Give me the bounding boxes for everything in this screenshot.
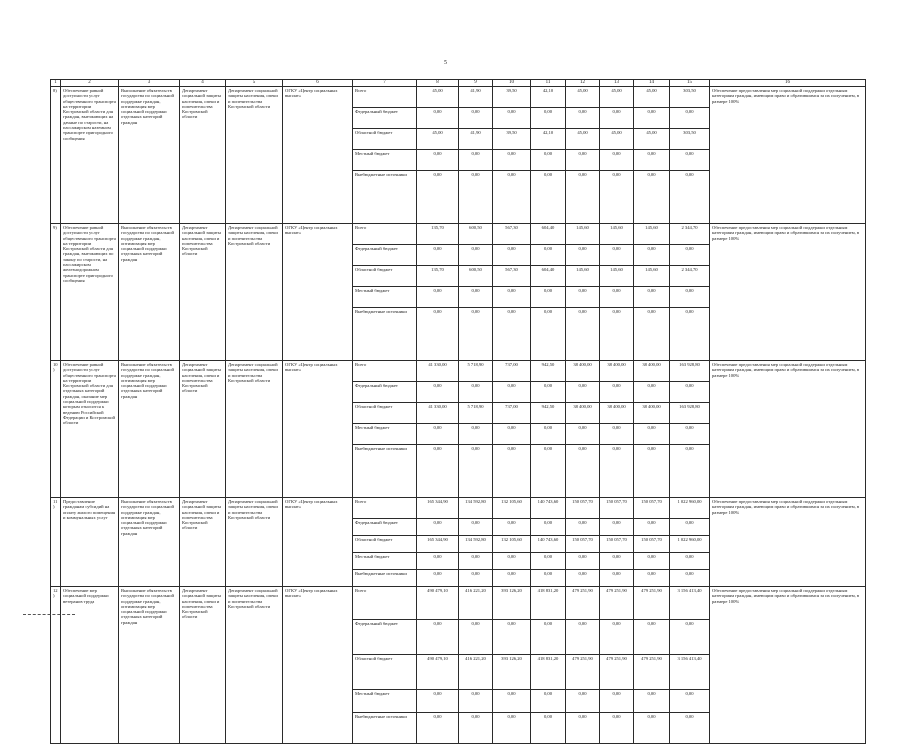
amount-cell: 0,00 xyxy=(531,424,566,445)
amount-cell: 38 400,00 xyxy=(600,403,634,424)
amount-cell: 38 400,00 xyxy=(600,361,634,382)
amount-cell: 0,00 xyxy=(566,445,600,498)
amount-cell: 0,00 xyxy=(634,245,670,266)
amount-cell: 479 251,90 xyxy=(566,587,600,620)
amount-cell: 737,00 xyxy=(493,361,531,382)
amount-cell: 0,00 xyxy=(417,287,459,308)
funding-source-cell: Областной бюджет xyxy=(353,655,417,690)
amount-cell: 479 251,90 xyxy=(566,655,600,690)
amount-cell: 0,00 xyxy=(459,424,493,445)
amount-cell: 0,00 xyxy=(459,108,493,129)
funding-source-cell: Внебюджетные источники xyxy=(353,308,417,361)
amount-cell: 0,00 xyxy=(670,713,710,744)
amount-cell: 0,00 xyxy=(531,245,566,266)
amount-cell: 42,10 xyxy=(531,87,566,108)
amount-cell: 0,00 xyxy=(600,382,634,403)
amount-cell: 45,00 xyxy=(566,87,600,108)
amount-cell: 0,00 xyxy=(566,620,600,655)
amount-cell: 150 057,70 xyxy=(566,498,600,519)
amount-cell: 140 743,60 xyxy=(531,536,566,553)
column-number-cell: 10 xyxy=(493,80,531,87)
table-row xyxy=(51,224,866,245)
amount-cell: 134 592,80 xyxy=(459,536,493,553)
amount-cell: 0,00 xyxy=(566,287,600,308)
table-row xyxy=(51,361,866,382)
amount-cell: 0,00 xyxy=(670,690,710,713)
amount-cell: 0,00 xyxy=(670,382,710,403)
amount-cell: 0,00 xyxy=(634,308,670,361)
funding-source-cell: Внебюджетные источники xyxy=(353,570,417,587)
column-number-cell: 11 xyxy=(531,80,566,87)
amount-cell: 0,00 xyxy=(600,424,634,445)
amount-cell: 0,00 xyxy=(566,382,600,403)
responsible-executor-cell: Департамент социальной защиты населения, опеки и попечительства Костромской области xyxy=(180,87,226,224)
amount-cell: 0,00 xyxy=(670,553,710,570)
amount-cell: 0,00 xyxy=(600,445,634,498)
expected-result-cell: Обеспечение предоставления мер социальной поддержки отдельным категориям граждан, имеющим право и обратившимся за их получением, в размере 100% xyxy=(710,224,866,361)
amount-cell: 0,00 xyxy=(459,690,493,713)
amount-cell: 490 479,10 xyxy=(417,587,459,620)
funding-source-cell: Всего xyxy=(353,587,417,620)
amount-cell: 604,40 xyxy=(531,266,566,287)
amount-cell: 393 126,20 xyxy=(493,587,531,620)
amount-cell: 145,60 xyxy=(566,224,600,245)
measure-name-cell: Обеспечение равной доступности услуг общественного транспорта на территории Костромской области для граждан, выезжающих на дачные по старости, на пассажирском наземном транспорте пригородного сообщения xyxy=(61,87,119,224)
column-number-cell: 13 xyxy=(600,80,634,87)
funding-source-cell: Внебюджетные источники xyxy=(353,171,417,224)
column-number-cell: 7 xyxy=(353,80,417,87)
column-number-cell: 5 xyxy=(226,80,283,87)
column-number-cell: 6 xyxy=(283,80,353,87)
amount-cell: 0,00 xyxy=(459,171,493,224)
amount-cell: 0,00 xyxy=(493,150,531,171)
amount-cell: 145,60 xyxy=(634,266,670,287)
amount-cell: 132 105,60 xyxy=(493,498,531,519)
amount-cell: 0,00 xyxy=(531,108,566,129)
amount-cell: 600,50 xyxy=(459,224,493,245)
amount-cell: 604,40 xyxy=(531,224,566,245)
amount-cell: 0,00 xyxy=(600,150,634,171)
table-row xyxy=(51,498,866,519)
amount-cell: 38 400,00 xyxy=(566,361,600,382)
amount-cell: 0,00 xyxy=(531,570,566,587)
amount-cell: 0,00 xyxy=(566,690,600,713)
amount-cell: 0,00 xyxy=(600,553,634,570)
co-executor-cell: Департамент социальной защиты населения, опеки и попечительства Костромской области xyxy=(226,361,283,498)
amount-cell: 737,00 xyxy=(493,403,531,424)
amount-cell: 150 057,70 xyxy=(634,536,670,553)
expected-result-cell: Обеспечение предоставления мер социальной поддержки отдельным категориям граждан, имеющим право и обратившимся за их получением, в размере 100% xyxy=(710,361,866,498)
amount-cell: 0,00 xyxy=(459,245,493,266)
co-executor-cell: Департамент социальной защиты населения, опеки и попечительства Костромской области xyxy=(226,87,283,224)
agency-cell: ОГКУ «Центр социальных выплат» xyxy=(283,498,353,587)
amount-cell: 0,00 xyxy=(493,424,531,445)
amount-cell: 0,00 xyxy=(634,713,670,744)
amount-cell: 0,00 xyxy=(459,570,493,587)
agency-cell: ОГКУ «Центр социальных выплат» xyxy=(283,87,353,224)
amount-cell: 0,00 xyxy=(417,570,459,587)
responsible-executor-cell: Департамент социальной защиты населения, опеки и попечительства Костромской области xyxy=(180,587,226,744)
amount-cell: 479 251,90 xyxy=(600,655,634,690)
column-number-cell: 16 xyxy=(710,80,866,87)
co-executor-cell: Департамент социальной защиты населения, опеки и попечительства Костромской области xyxy=(226,224,283,361)
amount-cell: 145,60 xyxy=(600,224,634,245)
funding-source-cell: Областной бюджет xyxy=(353,266,417,287)
amount-cell: 45,00 xyxy=(634,87,670,108)
amount-cell: 0,00 xyxy=(670,108,710,129)
column-number-cell: 14 xyxy=(634,80,670,87)
amount-cell: 0,00 xyxy=(459,553,493,570)
amount-cell: 0,00 xyxy=(531,171,566,224)
row-number-cell: 9) xyxy=(51,224,61,361)
amount-cell: 0,00 xyxy=(493,245,531,266)
amount-cell: 0,00 xyxy=(600,690,634,713)
amount-cell: 3 156 413,40 xyxy=(670,655,710,690)
row-number-cell: 11) xyxy=(51,498,61,587)
obligation-cell: Выполнение обязательств государства по социальной поддержке граждан, оптимизация мер социальной поддержки отдельных категорий граждан xyxy=(119,498,180,587)
amount-cell: 0,00 xyxy=(600,287,634,308)
funding-source-cell: Областной бюджет xyxy=(353,403,417,424)
amount-cell: 600,50 xyxy=(459,266,493,287)
amount-cell: 165 344,90 xyxy=(417,536,459,553)
amount-cell: 0,00 xyxy=(417,445,459,498)
amount-cell: 135,70 xyxy=(417,224,459,245)
amount-cell: 416 221,20 xyxy=(459,587,493,620)
amount-cell: 0,00 xyxy=(600,570,634,587)
responsible-executor-cell: Департамент социальной защиты населения, опеки и попечительства Костромской области xyxy=(180,224,226,361)
funding-source-cell: Местный бюджет xyxy=(353,287,417,308)
amount-cell: 150 057,70 xyxy=(600,498,634,519)
amount-cell: 0,00 xyxy=(600,620,634,655)
amount-cell: 0,00 xyxy=(634,570,670,587)
column-number-cell: 2 xyxy=(61,80,119,87)
expected-result-cell: Обеспечение предоставления мер социальной поддержки отдельным категориям граждан, имеющим право и обратившимся за их получением, в размере 100% xyxy=(710,587,866,744)
row-number-cell: 10) xyxy=(51,361,61,498)
amount-cell: 0,00 xyxy=(493,690,531,713)
amount-cell: 479 251,90 xyxy=(600,587,634,620)
amount-cell: 39,50 xyxy=(493,129,531,150)
amount-cell: 150 057,70 xyxy=(634,498,670,519)
agency-cell: ОГКУ «Центр социальных выплат» xyxy=(283,224,353,361)
funding-source-cell: Федеральный бюджет xyxy=(353,245,417,266)
amount-cell: 0,00 xyxy=(417,424,459,445)
amount-cell: 0,00 xyxy=(531,287,566,308)
funding-source-cell: Внебюджетные источники xyxy=(353,713,417,744)
column-number-cell: 1 xyxy=(51,80,61,87)
amount-cell: 0,00 xyxy=(531,445,566,498)
amount-cell: 150 057,70 xyxy=(600,536,634,553)
amount-cell: 0,00 xyxy=(417,690,459,713)
amount-cell: 0,00 xyxy=(531,382,566,403)
amount-cell: 0,00 xyxy=(670,445,710,498)
amount-cell: 140 743,60 xyxy=(531,498,566,519)
amount-cell: 0,00 xyxy=(566,308,600,361)
amount-cell: 942,50 xyxy=(531,361,566,382)
funding-source-cell: Всего xyxy=(353,361,417,382)
amount-cell: 5 718,90 xyxy=(459,403,493,424)
amount-cell: 0,00 xyxy=(566,553,600,570)
amount-cell: 0,00 xyxy=(417,382,459,403)
agency-cell: ОГКУ «Центр социальных выплат» xyxy=(283,361,353,498)
amount-cell: 0,00 xyxy=(417,171,459,224)
amount-cell: 0,00 xyxy=(493,713,531,744)
obligation-cell: Выполнение обязательств государства по социальной поддержке граждан, оптимизация мер социальной поддержки отдельных категорий граждан xyxy=(119,587,180,744)
amount-cell: 41,90 xyxy=(459,129,493,150)
amount-cell: 0,00 xyxy=(634,287,670,308)
amount-cell: 0,00 xyxy=(600,245,634,266)
amount-cell: 38 400,00 xyxy=(634,403,670,424)
responsible-executor-cell: Департамент социальной защиты населения, опеки и попечительства Костромской области xyxy=(180,361,226,498)
amount-cell: 393 126,20 xyxy=(493,655,531,690)
obligation-cell: Выполнение обязательств государства по социальной поддержке граждан, оптимизация мер социальной поддержки отдельных категорий граждан xyxy=(119,361,180,498)
amount-cell: 0,00 xyxy=(566,424,600,445)
amount-cell: 0,00 xyxy=(634,620,670,655)
amount-cell: 38 400,00 xyxy=(566,403,600,424)
amount-cell: 0,00 xyxy=(493,287,531,308)
amount-cell: 2 344,70 xyxy=(670,224,710,245)
amount-cell: 0,00 xyxy=(531,713,566,744)
amount-cell: 41,90 xyxy=(459,87,493,108)
amount-cell: 0,00 xyxy=(459,150,493,171)
amount-cell: 0,00 xyxy=(634,150,670,171)
amount-cell: 479 251,90 xyxy=(634,655,670,690)
funding-source-cell: Областной бюджет xyxy=(353,536,417,553)
amount-cell: 0,00 xyxy=(670,570,710,587)
amount-cell: 0,00 xyxy=(459,620,493,655)
amount-cell: 416 221,20 xyxy=(459,655,493,690)
column-number-cell: 4 xyxy=(180,80,226,87)
amount-cell: 0,00 xyxy=(634,424,670,445)
amount-cell: 145,60 xyxy=(634,224,670,245)
amount-cell: 3 156 413,40 xyxy=(670,587,710,620)
amount-cell: 0,00 xyxy=(459,445,493,498)
amount-cell: 145,60 xyxy=(566,266,600,287)
amount-cell: 0,00 xyxy=(417,308,459,361)
amount-cell: 0,00 xyxy=(566,108,600,129)
funding-source-cell: Федеральный бюджет xyxy=(353,108,417,129)
funding-source-cell: Внебюджетные источники xyxy=(353,445,417,498)
amount-cell: 0,00 xyxy=(634,445,670,498)
amount-cell: 0,00 xyxy=(531,519,566,536)
amount-cell: 0,00 xyxy=(670,287,710,308)
amount-cell: 0,00 xyxy=(459,519,493,536)
amount-cell: 5 718,90 xyxy=(459,361,493,382)
row-number-cell: 12) xyxy=(51,587,61,744)
amount-cell: 0,00 xyxy=(531,553,566,570)
amount-cell: 0,00 xyxy=(459,287,493,308)
amount-cell: 0,00 xyxy=(634,690,670,713)
measure-name-cell: Обеспечение равной доступности услуг общественного транспорта на территории Костромской области для отдельных категорий граждан, оказание мер социальной поддержки которым относится к ведению Российской Федерации и Костромской области xyxy=(61,361,119,498)
amount-cell: 38 400,00 xyxy=(634,361,670,382)
amount-cell: 165 344,90 xyxy=(417,498,459,519)
amount-cell: 303,50 xyxy=(670,87,710,108)
obligation-cell: Выполнение обязательств государства по социальной поддержке граждан, оптимизация мер социальной поддержки отдельных категорий граждан xyxy=(119,224,180,361)
amount-cell: 135,70 xyxy=(417,266,459,287)
measure-name-cell: Предоставление гражданам субсидий на оплату жилого помещения и коммунальных услуг xyxy=(61,498,119,587)
amount-cell: 0,00 xyxy=(493,445,531,498)
amount-cell: 0,00 xyxy=(493,108,531,129)
amount-cell: 0,00 xyxy=(670,245,710,266)
amount-cell: 134 592,80 xyxy=(459,498,493,519)
amount-cell: 45,00 xyxy=(634,129,670,150)
amount-cell: 0,00 xyxy=(493,171,531,224)
page-number: 5 xyxy=(444,60,447,66)
amount-cell: 0,00 xyxy=(566,150,600,171)
amount-cell: 0,00 xyxy=(493,553,531,570)
column-number-row xyxy=(51,80,866,87)
amount-cell: 0,00 xyxy=(600,308,634,361)
amount-cell: 0,00 xyxy=(600,713,634,744)
amount-cell: 942,50 xyxy=(531,403,566,424)
amount-cell: 0,00 xyxy=(459,382,493,403)
amount-cell: 0,00 xyxy=(634,171,670,224)
amount-cell: 45,00 xyxy=(566,129,600,150)
amount-cell: 0,00 xyxy=(493,519,531,536)
table-row xyxy=(51,587,866,620)
amount-cell: 0,00 xyxy=(634,553,670,570)
amount-cell: 490 479,10 xyxy=(417,655,459,690)
amount-cell: 0,00 xyxy=(634,108,670,129)
funding-source-cell: Федеральный бюджет xyxy=(353,519,417,536)
table-row xyxy=(51,87,866,108)
amount-cell: 0,00 xyxy=(670,171,710,224)
amount-cell: 163 928,80 xyxy=(670,361,710,382)
column-number-cell: 3 xyxy=(119,80,180,87)
amount-cell: 0,00 xyxy=(531,150,566,171)
amount-cell: 0,00 xyxy=(493,570,531,587)
amount-cell: 0,00 xyxy=(417,713,459,744)
program-measures-table xyxy=(50,79,866,744)
amount-cell: 303,50 xyxy=(670,129,710,150)
agency-cell: ОГКУ «Центр социальных выплат» xyxy=(283,587,353,744)
amount-cell: 132 105,60 xyxy=(493,536,531,553)
amount-cell: 567,30 xyxy=(493,266,531,287)
amount-cell: 0,00 xyxy=(670,308,710,361)
funding-source-cell: Местный бюджет xyxy=(353,424,417,445)
funding-source-cell: Всего xyxy=(353,224,417,245)
amount-cell: 0,00 xyxy=(417,553,459,570)
bottom-margin-mark xyxy=(23,614,75,615)
amount-cell: 0,00 xyxy=(493,382,531,403)
amount-cell: 0,00 xyxy=(566,171,600,224)
amount-cell: 0,00 xyxy=(566,713,600,744)
amount-cell: 0,00 xyxy=(566,245,600,266)
amount-cell: 0,00 xyxy=(493,308,531,361)
measure-name-cell: Обеспечение равной доступности услуг общественного транспорта на территории Костромской области для граждан, выезжающих по закону по старости, на пассажирском железнодорожном транспорте пригородного сообщения xyxy=(61,224,119,361)
amount-cell: 0,00 xyxy=(493,620,531,655)
amount-cell: 145,60 xyxy=(600,266,634,287)
responsible-executor-cell: Департамент социальной защиты населения, опеки и попечительства Костромской области xyxy=(180,498,226,587)
column-number-cell: 15 xyxy=(670,80,710,87)
amount-cell: 0,00 xyxy=(417,150,459,171)
amount-cell: 479 251,90 xyxy=(634,587,670,620)
funding-source-cell: Местный бюджет xyxy=(353,690,417,713)
amount-cell: 41 330,00 xyxy=(417,361,459,382)
amount-cell: 0,00 xyxy=(634,519,670,536)
amount-cell: 0,00 xyxy=(670,519,710,536)
amount-cell: 0,00 xyxy=(670,424,710,445)
amount-cell: 45,00 xyxy=(600,129,634,150)
amount-cell: 0,00 xyxy=(531,308,566,361)
funding-source-cell: Областной бюджет xyxy=(353,129,417,150)
amount-cell: 0,00 xyxy=(417,519,459,536)
amount-cell: 0,00 xyxy=(634,382,670,403)
amount-cell: 163 928,80 xyxy=(670,403,710,424)
expected-result-cell: Обеспечение предоставления мер социальной поддержки отдельным категориям граждан, имеющим право и обратившимся за их получением, в размере 100% xyxy=(710,87,866,224)
amount-cell: 39,50 xyxy=(493,87,531,108)
measure-name-cell: Обеспечение мер социальной поддержки ветеранов труда xyxy=(61,587,119,744)
amount-cell: 45,00 xyxy=(417,87,459,108)
amount-cell: 0,00 xyxy=(670,150,710,171)
amount-cell: 0,00 xyxy=(417,245,459,266)
amount-cell: 418 831,20 xyxy=(531,587,566,620)
co-executor-cell: Департамент социальной защиты населения, опеки и попечительства Костромской области xyxy=(226,587,283,744)
obligation-cell: Выполнение обязательств государства по социальной поддержке граждан, оптимизация мер социальной поддержки отдельных категорий граждан xyxy=(119,87,180,224)
amount-cell: 0,00 xyxy=(600,171,634,224)
amount-cell: 0,00 xyxy=(600,519,634,536)
column-number-cell: 9 xyxy=(459,80,493,87)
funding-source-cell: Всего xyxy=(353,87,417,108)
amount-cell: 567,30 xyxy=(493,224,531,245)
amount-cell: 42,10 xyxy=(531,129,566,150)
funding-source-cell: Федеральный бюджет xyxy=(353,382,417,403)
amount-cell: 45,00 xyxy=(600,87,634,108)
amount-cell: 2 344,70 xyxy=(670,266,710,287)
amount-cell: 41 330,00 xyxy=(417,403,459,424)
amount-cell: 45,00 xyxy=(417,129,459,150)
column-number-cell: 8 xyxy=(417,80,459,87)
amount-cell: 0,00 xyxy=(531,620,566,655)
amount-cell: 0,00 xyxy=(459,308,493,361)
amount-cell: 0,00 xyxy=(417,108,459,129)
amount-cell: 1 022 960,00 xyxy=(670,536,710,553)
amount-cell: 0,00 xyxy=(566,570,600,587)
amount-cell: 0,00 xyxy=(566,519,600,536)
amount-cell: 0,00 xyxy=(459,713,493,744)
expected-result-cell: Обеспечение предоставления мер социальной поддержки отдельным категориям граждан, имеющим право и обратившимся за их получением, в размере 100% xyxy=(710,498,866,587)
funding-source-cell: Федеральный бюджет xyxy=(353,620,417,655)
row-number-cell: 8) xyxy=(51,87,61,224)
amount-cell: 1 022 960,00 xyxy=(670,498,710,519)
funding-source-cell: Всего xyxy=(353,498,417,519)
co-executor-cell: Департамент социальной защиты населения, опеки и попечительства Костромской области xyxy=(226,498,283,587)
funding-source-cell: Местный бюджет xyxy=(353,553,417,570)
column-number-cell: 12 xyxy=(566,80,600,87)
amount-cell: 0,00 xyxy=(531,690,566,713)
amount-cell: 0,00 xyxy=(600,108,634,129)
amount-cell: 0,00 xyxy=(670,620,710,655)
funding-source-cell: Местный бюджет xyxy=(353,150,417,171)
amount-cell: 0,00 xyxy=(417,620,459,655)
amount-cell: 418 831,20 xyxy=(531,655,566,690)
amount-cell: 150 057,70 xyxy=(566,536,600,553)
